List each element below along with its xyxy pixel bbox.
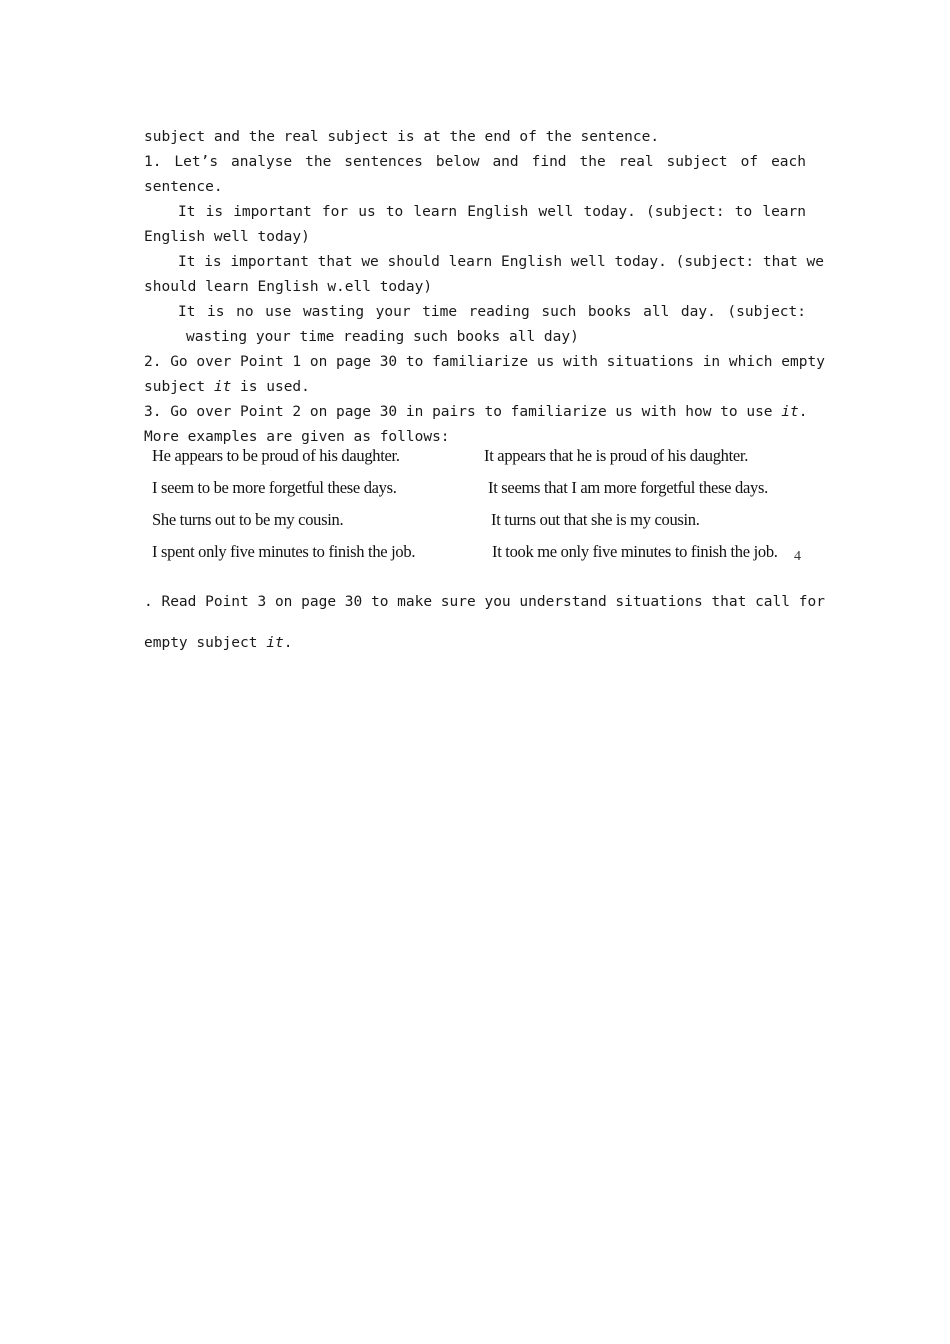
example-left-1: He appears to be proud of his daughter. [152,446,400,465]
example-sentence-1: It is important for us to learn English well today. (subject: to learn [178,204,806,220]
empty-subject-it: it [213,379,232,395]
example-left-4: I spent only five minutes to finish the job. [152,542,416,561]
step2-text-end: is used. [231,379,310,395]
example-sentence-3: It is no use wasting your time reading such books all day. (subject: [178,304,806,320]
example-right-3: It turns out that she is my cousin. [491,510,700,529]
example-right-4: It took me only five minutes to finish the job. [492,542,778,561]
example-right-1: It appears that he is proud of his daughter. [484,446,749,465]
step4-text-end: . [283,635,293,651]
example-right-2: It seems that I am more forgetful these days. [488,478,768,497]
step4-it: it [266,635,284,651]
step4-text: empty subject [144,635,267,651]
intro-line: subject and the real subject is at the end of the sentence. [144,129,660,145]
example-sentence-3-cont: wasting your time reading such books all day) [186,329,579,345]
step3-line-cont: More examples are given as follows: [144,429,450,445]
step3-text: 3. Go over Point 2 on page 30 in pairs to familiarize us with how to use [144,404,782,420]
step3-line [144,402,806,422]
step1-line: 1. Let’s analyse the sentences below and find the real subject of each [144,154,806,170]
step2-text: subject [144,379,214,395]
step2-line: 2. Go over Point 1 on page 30 to familiarize us with situations in which empty [144,354,825,370]
example-sentence-1-cont: English well today) [144,229,310,245]
example-sentence-2-cont: should learn English w.ell today) [144,279,433,295]
step4-line-cont [144,633,806,653]
step3-text-end: . [798,404,808,420]
example-left-3: She turns out to be my cousin. [152,510,344,529]
step3-it: it [781,404,799,420]
step1-line-cont: sentence. [144,179,223,195]
step4-line: . Read Point 3 on page 30 to make sure you understand situations that call for [144,594,825,610]
page-number: 4 [794,549,801,564]
example-sentence-2: It is important that we should learn English well today. (subject: that we [178,254,825,270]
step2-line-cont [144,377,806,397]
example-left-2: I seem to be more forgetful these days. [152,478,397,497]
